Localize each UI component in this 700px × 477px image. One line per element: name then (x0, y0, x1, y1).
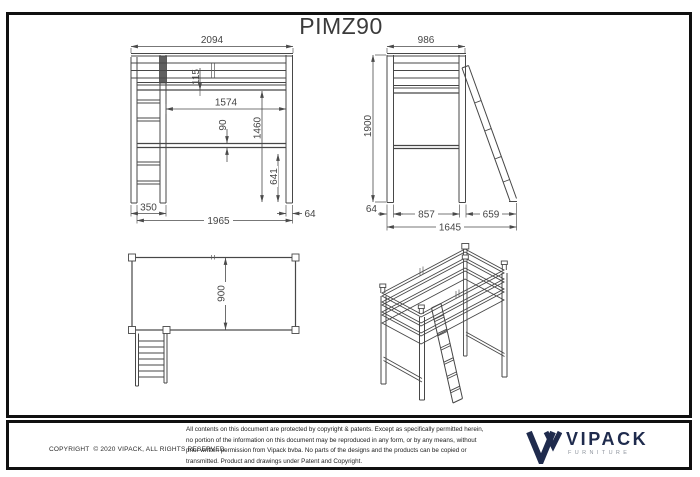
side-elevation-view (131, 35, 316, 227)
dim-inner-length: 1574 (214, 97, 238, 109)
copyright-text: COPYRIGHT © 2020 VIPACK, ALL RIGHTS RESERVED (49, 446, 225, 453)
brand-logo (526, 428, 676, 464)
legal-line: prior written permission from Vipack bvba. No parts of the designs and the products can be copied or (186, 447, 467, 455)
legal-line: All contents on this document are protected by copyright & patents. Except as specifically permitted herein, (186, 426, 484, 433)
dim-total-width: 986 (417, 35, 435, 46)
plan-view (129, 254, 300, 386)
legal-line: no portion of the information on this document may be reproduced in any form, or by any means, without (186, 436, 477, 444)
dim-clearance-height: 1460 (252, 116, 264, 140)
dim-post-width-side: 64 (304, 209, 316, 220)
dim-post-width-end: 64 (365, 204, 377, 215)
dim-total-depth: 1645 (438, 222, 462, 234)
dim-bed-width: 900 (216, 285, 228, 302)
legal-line: transmitted. Product and drawings under Patent and Copyright. (186, 457, 363, 465)
dim-ladder-extension: 659 (482, 209, 500, 221)
dim-frame-length: 1965 (207, 216, 230, 227)
isometric-view (380, 244, 508, 404)
dim-lower-rail-height: 641 (269, 168, 280, 185)
dim-inner-width: 857 (418, 209, 435, 221)
brand-tagline: FURNITURE (568, 450, 631, 456)
brand-text (566, 430, 648, 456)
brand-name: VIPACK (566, 429, 649, 449)
drawing-title: PIMZ90 (299, 13, 383, 39)
end-elevation-view (363, 35, 517, 234)
dim-total-length: 2094 (200, 35, 224, 46)
dim-ladder-width: 350 (140, 202, 157, 214)
dim-deck-thickness: 115 (191, 69, 202, 85)
vipack-logo-icon (526, 428, 562, 464)
dim-total-height: 1900 (363, 114, 374, 138)
footer (6, 420, 692, 470)
legal-text (186, 425, 534, 467)
dim-rail-thickness: 90 (218, 119, 229, 131)
